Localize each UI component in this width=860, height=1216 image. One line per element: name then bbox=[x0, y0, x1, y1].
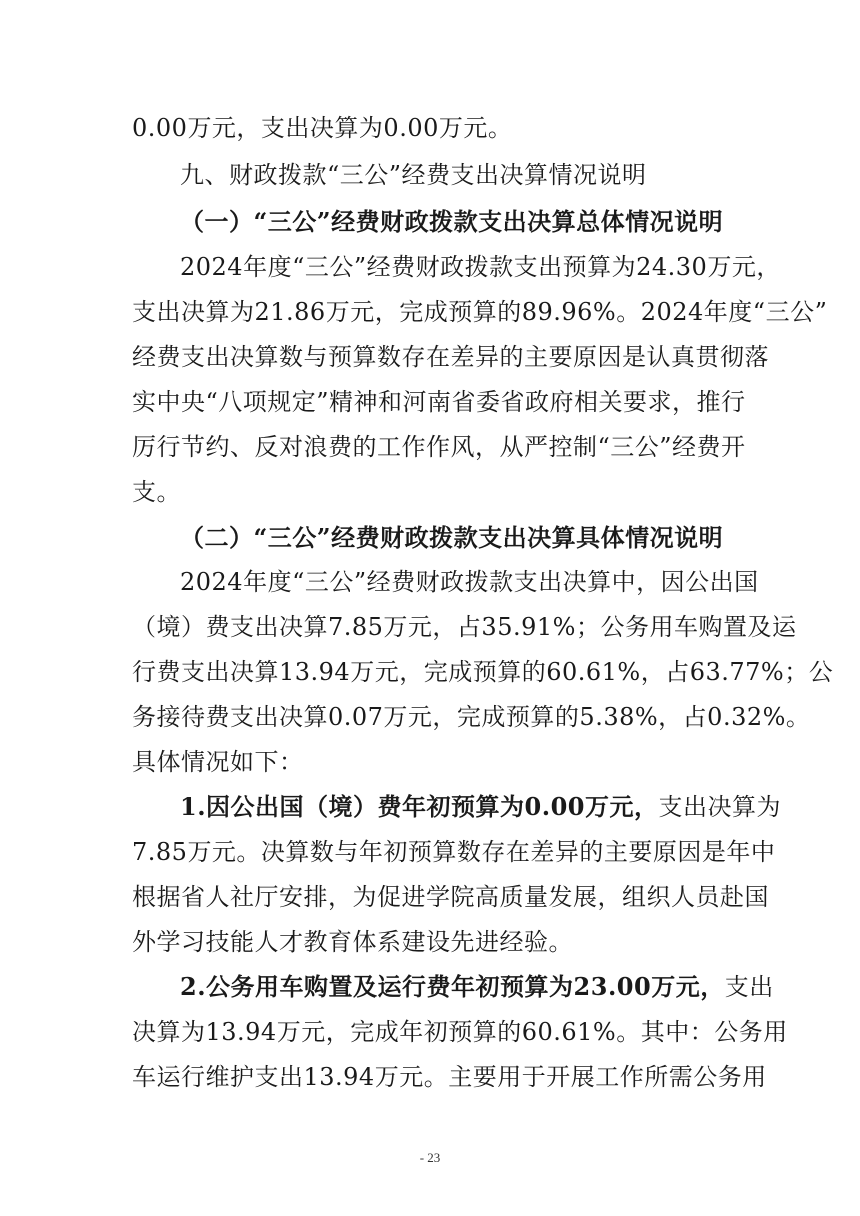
paragraph-line: （境）费支出决算7.85万元，占35.91%；公务用车购置及运 bbox=[132, 613, 797, 641]
paragraph-line: 0.00万元，支出决算为0.00万元。 bbox=[132, 114, 513, 142]
paragraph-line: 实中央“八项规定”精神和河南省委省政府相关要求，推行 bbox=[132, 388, 746, 416]
section-heading: 九、财政拨款“三公”经费支出决算情况说明 bbox=[180, 161, 647, 189]
paragraph-line: 行费支出决算13.94万元，完成预算的60.61%，占63.77%；公 bbox=[132, 658, 834, 686]
paragraph-line bbox=[180, 972, 774, 1002]
paragraph-line: 外学习技能人才教育体系建设先进经验。 bbox=[132, 928, 573, 956]
paragraph-line: 7.85万元。决算数与年初预算数存在差异的主要原因是年中 bbox=[132, 838, 776, 866]
paragraph-line bbox=[180, 792, 781, 822]
paragraph-line: 2024年度“三公”经费财政拨款支出预算为24.30万元， bbox=[180, 253, 781, 281]
paragraph-line: 车运行维护支出13.94万元。主要用于开展工作所需公务用 bbox=[132, 1063, 767, 1091]
subsection-heading: （二）“三公”经费财政拨款支出决算具体情况说明 bbox=[180, 523, 724, 552]
item-heading: 2.公务用车购置及运行费年初预算为23.00万元， bbox=[180, 972, 725, 1001]
paragraph-line: 2024年度“三公”经费财政拨款支出决算中，因公出国 bbox=[180, 568, 759, 596]
paragraph-line: 经费支出决算数与预算数存在差异的主要原因是认真贯彻落 bbox=[132, 343, 769, 371]
paragraph-line: 厉行节约、反对浪费的工作作风，从严控制“三公”经费开 bbox=[132, 433, 746, 461]
item-text: 支出 bbox=[724, 973, 774, 1001]
paragraph-line: 根据省人社厅安排，为促进学院高质量发展，组织人员赴国 bbox=[132, 883, 769, 911]
item-heading: 1.因公出国（境）费年初预算为0.00万元， bbox=[180, 792, 659, 821]
paragraph-line: 具体情况如下： bbox=[132, 748, 304, 776]
paragraph-line: 务接待费支出决算0.07万元，完成预算的5.38%，占0.32%。 bbox=[132, 703, 811, 731]
subsection-heading: （一）“三公”经费财政拨款支出决算总体情况说明 bbox=[180, 207, 724, 236]
paragraph-line: 支出决算为21.86万元，完成预算的89.96%。2024年度“三公” bbox=[132, 298, 828, 326]
paragraph-line: 支。 bbox=[132, 478, 181, 506]
paragraph-line: 决算为13.94万元，完成年初预算的60.61%。其中：公务用 bbox=[132, 1018, 788, 1046]
item-text: 支出决算为 bbox=[658, 793, 782, 821]
page-number: - 23 bbox=[419, 1150, 441, 1165]
